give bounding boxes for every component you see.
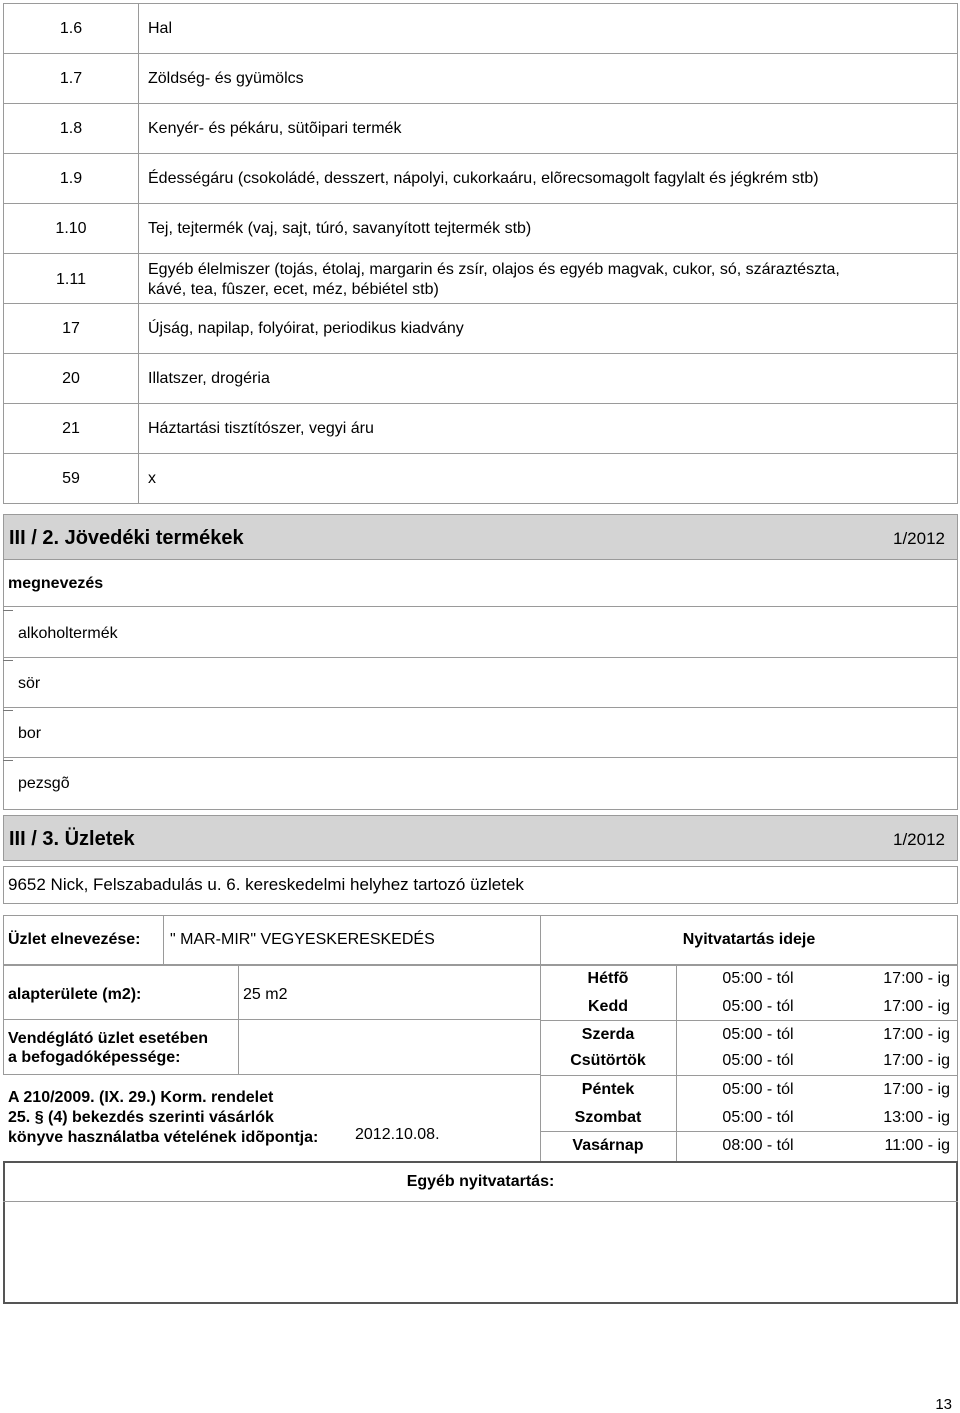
row-marker (3, 610, 13, 611)
other-hours-label: Egyéb nyitvatartás: (406, 1173, 555, 1190)
row-divider (3, 1201, 958, 1202)
regulation-line2: 25. § (4) bekezdés szerinti vásárlók (8, 1109, 274, 1126)
category-code: 1.8 (59, 120, 83, 137)
category-code: 1.11 (56, 271, 86, 288)
row-divider (540, 1075, 958, 1076)
row-marker (3, 710, 13, 711)
list-item: pezsgõ (18, 775, 70, 792)
row-divider (3, 757, 958, 758)
category-code: 59 (62, 470, 80, 487)
category-label: Édességáru (csokoládé, desszert, nápolyi, cukorkaáru, elõrecsomagolt fagylalt és jégkrém stb) (148, 170, 819, 187)
category-label: Kenyér- és pékáru, sütõipari termék (148, 120, 402, 137)
table-row (3, 53, 958, 104)
closing-time: 17:00 - ig (883, 970, 950, 987)
excise-section-title: III / 2. Jövedéki termékek (9, 527, 244, 549)
category-label-line2: kávé, tea, fûszer, ecet, méz, bébiétel stb) (148, 281, 439, 298)
category-label: Újság, napilap, folyóirat, periodikus kiadvány (148, 320, 464, 337)
opening-time: 05:00 - tól (722, 1026, 794, 1043)
area-value: 25 m2 (243, 986, 288, 1003)
category-code: 1.7 (59, 70, 83, 87)
opening-time: 08:00 - tól (722, 1137, 794, 1154)
day-name: Szombat (574, 1109, 642, 1126)
opening-time: 05:00 - tól (722, 1081, 794, 1098)
row-divider (540, 1131, 958, 1132)
opening-time: 05:00 - tól (722, 1109, 794, 1126)
day-name: Csütörtök (570, 1052, 646, 1069)
opening-time: 05:00 - tól (722, 1052, 794, 1069)
row-divider (3, 657, 958, 658)
area-label: alapterülete (m2): (8, 986, 142, 1003)
excise-table (3, 560, 958, 810)
closing-time: 11:00 - ig (884, 1137, 950, 1154)
shops-section-date: 1/2012 (893, 830, 945, 849)
shop-name-label: Üzlet elnevezése: (8, 931, 141, 948)
category-code: 20 (62, 370, 80, 387)
capacity-label-line1: Vendéglátó üzlet esetében (8, 1030, 209, 1047)
regulation-date: 2012.10.08. (355, 1126, 440, 1143)
regulation-line3: könyve használatba vételének idõpontja: (8, 1129, 319, 1146)
category-code: 1.9 (59, 170, 83, 187)
category-label-line1: Egyéb élelmiszer (tojás, étolaj, margarin és zsír, olajos és egyéb magvak, cukor, só, száraztészta, (148, 261, 840, 278)
day-name: Péntek (581, 1081, 635, 1098)
row-divider (3, 707, 958, 708)
regulation-line1: A 210/2009. (IX. 29.) Korm. rendelet (8, 1089, 274, 1106)
column-divider (163, 915, 164, 965)
category-label: Hal (148, 20, 173, 37)
table-row (3, 403, 958, 454)
row-divider (540, 1020, 958, 1021)
category-label: Illatszer, drogéria (148, 370, 270, 387)
table-row (3, 353, 958, 404)
day-name: Szerda (581, 1026, 635, 1043)
capacity-label-line2: a befogadóképessége: (8, 1049, 181, 1066)
column-divider (676, 965, 677, 1162)
closing-time: 17:00 - ig (883, 1081, 950, 1098)
category-label: Tej, tejtermék (vaj, sajt, túró, savanyított tejtermék stb) (148, 220, 532, 237)
column-divider (138, 3, 139, 504)
list-item: sör (18, 675, 41, 692)
table-row (3, 303, 958, 354)
closing-time: 17:00 - ig (883, 998, 950, 1015)
capacity-value-cell (238, 1019, 541, 1075)
table-row (3, 3, 958, 54)
excise-section-date: 1/2012 (893, 529, 945, 548)
row-divider (3, 606, 958, 607)
day-name: Hétfõ (587, 970, 629, 987)
list-item: bor (18, 725, 42, 742)
page-number: 13 (935, 1396, 952, 1413)
shop-address: 9652 Nick, Felszabadulás u. 6. kereskedelmi helyhez tartozó üzletek (8, 875, 524, 894)
closing-time: 17:00 - ig (883, 1026, 950, 1043)
opening-time: 05:00 - tól (722, 970, 794, 987)
category-code: 1.10 (55, 220, 87, 237)
shops-section-title: III / 3. Üzletek (9, 828, 135, 850)
closing-time: 13:00 - ig (883, 1109, 950, 1126)
row-marker (3, 660, 13, 661)
table-row (3, 103, 958, 154)
closing-time: 17:00 - ig (883, 1052, 950, 1069)
list-item: alkoholtermék (18, 625, 118, 642)
category-code: 21 (62, 420, 80, 437)
table-row (3, 453, 958, 504)
category-label: Zöldség- és gyümölcs (148, 70, 304, 87)
shop-name-value: " MAR-MIR" VEGYESKERESKEDÉS (170, 931, 435, 948)
category-label: Háztartási tisztítószer, vegyi áru (148, 420, 374, 437)
opening-hours-header: Nyitvatartás ideje (682, 931, 816, 948)
day-name: Vasárnap (572, 1137, 644, 1154)
day-name: Kedd (588, 998, 628, 1015)
category-code: 1.6 (59, 20, 83, 37)
excise-column-header: megnevezés (8, 575, 104, 592)
row-marker (3, 760, 13, 761)
category-code: 17 (62, 320, 80, 337)
category-label: x (148, 470, 156, 487)
opening-time: 05:00 - tól (722, 998, 794, 1015)
shops-section-header (3, 815, 958, 861)
excise-section-header (3, 514, 958, 560)
